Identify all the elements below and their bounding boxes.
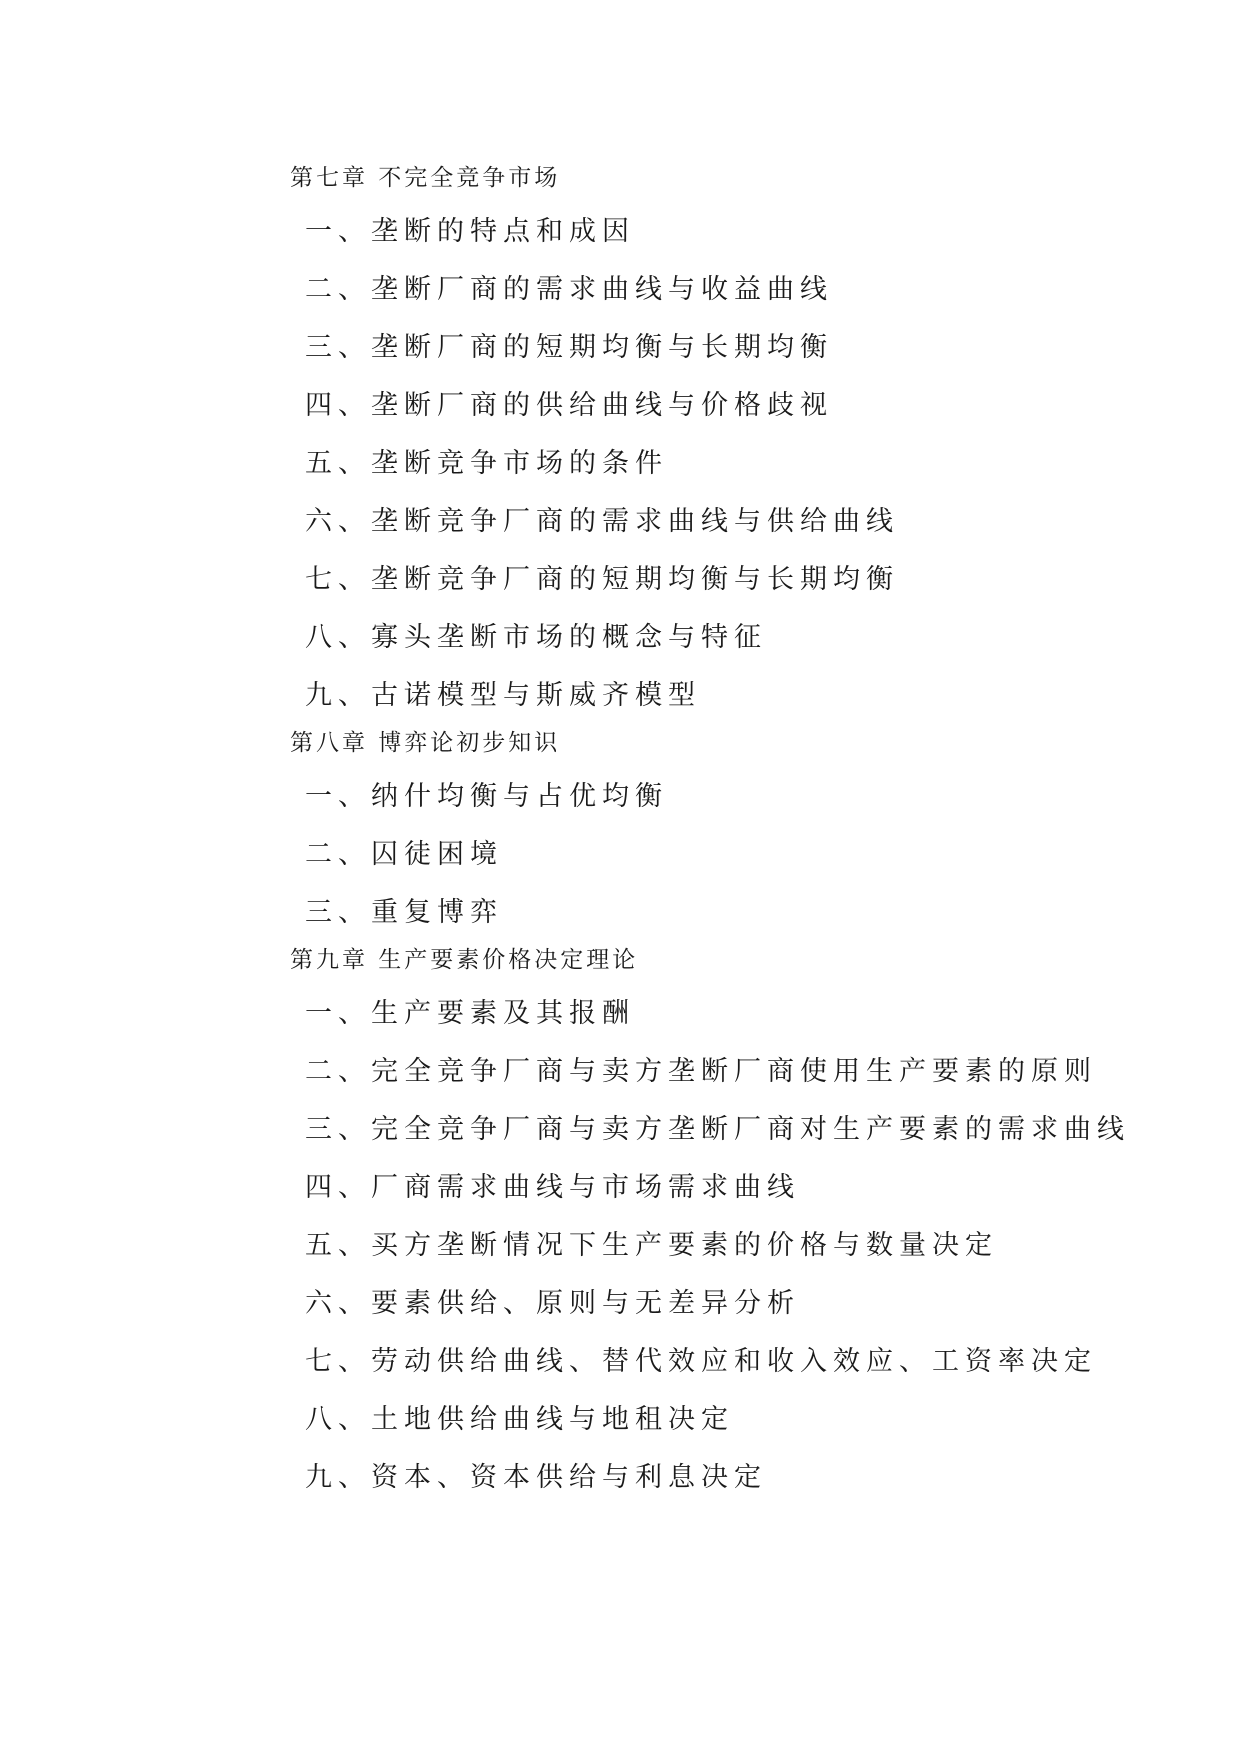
section-item: 九、古诺模型与斯威齐模型 <box>305 680 701 711</box>
section-list <box>290 996 1190 1496</box>
chapter-title: 第八章 博弈论初步知识 <box>290 730 561 756</box>
chapter-8 <box>290 728 1190 931</box>
table-of-contents <box>290 163 1190 1496</box>
section-item: 一、垄断的特点和成因 <box>305 216 635 247</box>
section-item: 一、生产要素及其报酬 <box>305 998 635 1029</box>
section-item: 九、资本、资本供给与利息决定 <box>305 1462 767 1493</box>
section-item: 八、土地供给曲线与地租决定 <box>305 1404 734 1435</box>
section-item: 三、重复博弈 <box>305 897 503 928</box>
section-item: 五、买方垄断情况下生产要素的价格与数量决定 <box>305 1230 998 1261</box>
section-list <box>290 214 1190 714</box>
section-item: 七、垄断竞争厂商的短期均衡与长期均衡 <box>305 564 899 595</box>
section-list <box>290 779 1190 931</box>
section-item: 二、完全竞争厂商与卖方垄断厂商使用生产要素的原则 <box>305 1056 1097 1087</box>
section-item: 一、纳什均衡与占优均衡 <box>305 781 668 812</box>
section-item: 六、垄断竞争厂商的需求曲线与供给曲线 <box>305 506 899 537</box>
chapter-title: 第七章 不完全竞争市场 <box>290 165 561 191</box>
chapter-title: 第九章 生产要素价格决定理论 <box>290 947 639 973</box>
section-item: 七、劳动供给曲线、替代效应和收入效应、工资率决定 <box>305 1346 1097 1377</box>
section-item: 三、完全竞争厂商与卖方垄断厂商对生产要素的需求曲线 <box>305 1114 1130 1145</box>
section-item: 八、寡头垄断市场的概念与特征 <box>305 622 767 653</box>
section-item: 二、囚徒困境 <box>305 839 503 870</box>
section-item: 四、垄断厂商的供给曲线与价格歧视 <box>305 390 833 421</box>
section-item: 五、垄断竞争市场的条件 <box>305 448 668 479</box>
section-item: 三、垄断厂商的短期均衡与长期均衡 <box>305 332 833 363</box>
section-item: 二、垄断厂商的需求曲线与收益曲线 <box>305 274 833 305</box>
section-item: 四、厂商需求曲线与市场需求曲线 <box>305 1172 800 1203</box>
chapter-7 <box>290 163 1190 714</box>
chapter-9 <box>290 945 1190 1496</box>
section-item: 六、要素供给、原则与无差异分析 <box>305 1288 800 1319</box>
